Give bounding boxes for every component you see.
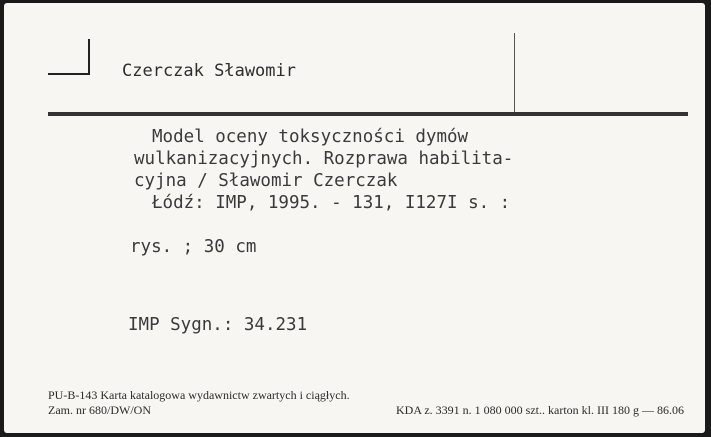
corner-bracket-horizontal (48, 73, 90, 75)
physical-description-line: rys. ; 30 cm (130, 237, 257, 257)
publication-line: Łódź: IMP, 1995. - 131, I127I s. : (152, 193, 511, 213)
footer-print-details: KDA z. 3391 n. 1 080 000 szt.. karton kl. III 180 g — 86.06 (396, 403, 684, 417)
footer-print-line (48, 403, 684, 418)
title-line-3: cyjna / Sławomir Czerczak (134, 171, 398, 191)
footer-form-line: PU-B-143 Karta katalogowa wydawnictw zwartych i ciągłych. (48, 388, 350, 402)
footer-order-number: Zam. nr 680/DW/ON (48, 403, 151, 417)
header-vertical-divider (514, 33, 515, 113)
call-number: IMP Sygn.: 34.231 (128, 315, 308, 335)
header-rule (48, 112, 688, 116)
title-line-2: wulkanizacyjnych. Rozprawa habilita- (134, 149, 514, 169)
corner-bracket-mark (48, 39, 90, 75)
title-line-1: Model oceny toksyczności dymów (152, 127, 469, 147)
author-heading: Czerczak Sławomir (122, 61, 296, 81)
corner-bracket-vertical (88, 39, 90, 75)
catalog-card (4, 3, 705, 433)
